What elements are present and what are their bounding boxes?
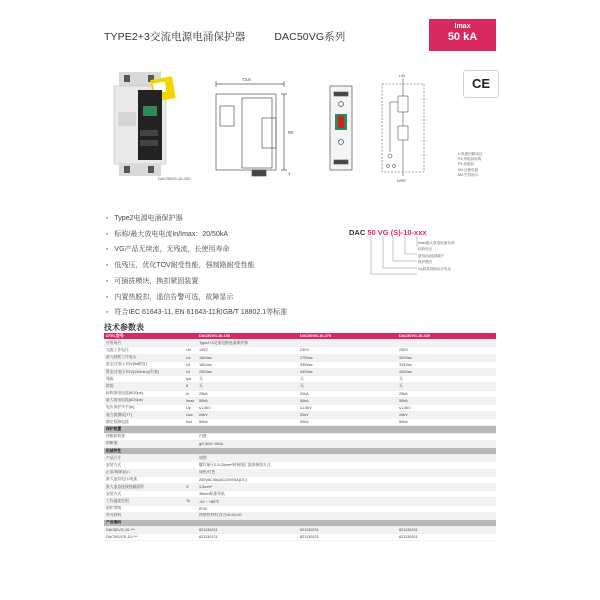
side-view-drawing [216,81,287,176]
table-cell: 暂态过电压TOV(120min)/(失效) [104,368,184,375]
code-note: Imax最大放电电流代码 [418,241,455,245]
terminal-top-label: L/N [399,74,405,78]
imax-badge [429,19,496,51]
code-note: Uc最高持续运行电压 [418,266,452,271]
table-row [104,368,496,375]
table-cell [397,498,496,505]
table-cell: 产品编码 [104,519,184,526]
table-row [104,462,496,469]
table-cell: 335Vac [298,361,397,368]
table-cell: 821130211 [197,527,298,534]
table-cell: 821130221 [298,527,397,534]
table-cell: 275Vac [298,354,397,361]
tech-table-title: 技术参数表 [104,323,144,332]
table-cell: S [184,483,197,490]
table-cell [397,483,496,490]
table-cell: 安装方式 [104,462,184,469]
table-cell: 320Vac [397,354,496,361]
table-cell: 150Vac [197,354,298,361]
legend-item: M2:失效指示 [458,172,479,177]
code-note: 遥信(S)选择端子 [418,253,445,258]
table-cell [298,462,397,469]
table-cell: DAC50VG-10-275 [298,333,397,340]
height-dimension: 90 [288,130,294,135]
feature-item: ● 可插拔模块，换扣紧固装置 [106,274,287,290]
table-cell: ≤1.5kV [197,404,298,411]
table-cell: 1.5mm² [197,483,298,490]
table-cell: 821130231 [397,527,496,534]
legend-item: P1:热脱扣机构 [458,157,482,162]
table-row [104,455,496,462]
table-cell: 250VAC/6A(AC)30V/5A(DC) [197,476,298,483]
table-cell: 熔断器 [104,440,184,447]
table-cell: 续流 [104,383,184,390]
table-cell: 230V [298,347,397,354]
code-imax: 50 [367,228,376,237]
legend-item: P2:热脱扣 [458,162,475,167]
table-cell: 保护装置 [104,426,184,433]
table-cell: 无 [298,376,397,383]
table-cell: 额定短路电流 [104,419,184,426]
table-cell [298,426,397,433]
table-cell [397,462,496,469]
table-cell [397,519,496,526]
table-cell: DAC50VG-10-*** [104,527,184,534]
ce-mark: CE [463,70,499,98]
table-cell: 产品尺寸 [104,455,184,462]
spec-table [104,333,496,541]
table-cell: 正常/故障显示 [104,469,184,476]
dimension-drawings [202,72,442,192]
table-row [104,527,496,534]
table-cell [298,340,397,347]
table-cell: DAC50VGS-10-*** [104,534,184,541]
table-row [104,412,496,419]
table-cell: If [184,383,197,390]
table-row [104,534,496,541]
feature-item: ● VG产品无续流，无残流，长使用寿命 [106,242,287,258]
table-cell: gG 50A~160A [197,440,298,447]
table-cell: 20kA [197,390,298,397]
table-cell: 440Vac [397,368,496,375]
table-cell: 50kA [197,397,298,404]
imax-value: 50 kA [447,31,478,43]
table-row [104,433,496,440]
table-cell [184,534,197,541]
table-cell: Un [184,347,197,354]
table-cell [184,426,197,433]
table-cell [184,491,197,498]
table-cell: IP20 [197,505,298,512]
table-cell: DAC50VG-10-320 [397,333,496,340]
page-title [104,29,345,44]
table-cell: In [184,390,197,397]
table-cell [397,455,496,462]
table-cell: 绿色/红色 [197,469,298,476]
circuit-legend [458,152,483,178]
table-cell: Imax [184,397,197,404]
table-cell [298,519,397,526]
table-row [104,361,496,368]
table-cell: 热塑性材料,符合UL94-V0 [197,512,298,519]
table-row [104,376,496,383]
table-cell: 交流工作电压 [104,347,184,354]
table-row [104,505,496,512]
table-row [104,404,496,411]
table-cell [184,476,197,483]
table-cell: 无 [397,376,496,383]
table-cell [298,505,397,512]
table-row [104,469,496,476]
table-cell: 50kA [397,419,496,426]
table-section-row [104,519,496,526]
table-cell: 无 [197,383,298,390]
table-section-row [104,448,496,455]
table-cell: 180Vac [197,361,298,368]
table-cell: 应用场合 [104,340,184,347]
table-cell [184,440,197,447]
product-photo [104,70,184,178]
table-cell: 外壳材料 [104,512,184,519]
code-prefix: DAC [349,228,366,237]
table-cell: Up [184,404,197,411]
table-cell [298,448,397,455]
table-cell [298,476,397,483]
width-dimension: 73.6 [242,77,251,82]
table-cell [184,448,197,455]
table-cell: 无 [397,383,496,390]
table-cell [397,505,496,512]
table-cell [298,469,397,476]
table-cell [184,340,197,347]
table-cell: Ut [184,361,197,368]
table-cell [298,498,397,505]
code-note: 保护模式 [418,260,433,265]
table-cell [184,527,197,534]
table-cell [197,448,298,455]
table-cell: 20kV [397,412,496,419]
table-cell: 暂态过电压TOV(5s耐受) [104,361,184,368]
legend-item: L:电源回路电压 [458,152,483,156]
table-cell: 440Vac [298,368,397,375]
table-cell: 50kA [397,397,496,404]
table-cell [298,491,397,498]
table-cell: 20kA [397,390,496,397]
table-row [104,383,496,390]
table-cell [397,340,496,347]
table-cell [298,433,397,440]
table-cell: 50kA [197,419,298,426]
table-cell [197,426,298,433]
table-cell: 安装方式 [104,491,184,498]
table-cell [184,455,197,462]
table-cell: Iscr [184,419,197,426]
depth-dimension: 7 [288,172,291,177]
code-note: 标称电压 [418,247,433,252]
table-row [104,397,496,404]
legend-item: M1:压敏电阻 [458,167,479,172]
table-row [104,354,496,361]
code-remote: (S) [390,228,401,237]
table-cell [397,426,496,433]
table-row [104,483,496,490]
code-voltage: -xxx [411,228,427,237]
product-caption: DAC50VG-10-150 [158,176,191,181]
front-view-drawing [330,86,352,170]
table-cell: 821130221 [298,534,397,541]
table-cell: DTEL型号 [104,333,184,340]
table-cell: 230V [397,347,496,354]
table-cell: 335Vac [397,361,496,368]
table-cell: 50kA [298,419,397,426]
table-cell: 机械特性 [104,448,184,455]
table-cell: 工作温度范围 [104,498,184,505]
table-cell: 无 [197,376,298,383]
table-cell [298,483,397,490]
table-cell [184,512,197,519]
table-row [104,347,496,354]
table-cell [184,433,197,440]
table-cell: 20kV [197,412,298,419]
table-cell: 内置 [197,433,298,440]
table-cell: 标称放电电流(8/20μs) [104,390,184,397]
table-cell: 20kV [298,412,397,419]
table-cell: DAC50VG-10-150 [197,333,298,340]
product-title: TYPE2+3交流电源电涌保护器 [104,31,246,43]
table-cell: Uoc [184,412,197,419]
feature-item: ● 内置热脱扣，遥信告警可选，故障显示 [106,290,287,306]
table-cell: 复合波测试(TT) [104,412,184,419]
table-section-row [104,426,496,433]
table-cell: 热脱扣装置 [104,433,184,440]
table-cell: 残流 [104,376,184,383]
feature-item: ● 标称/最大放电电流In/Imax：20/50kA [106,227,287,243]
table-row [104,491,496,498]
table-cell [397,448,496,455]
table-cell: Ut [184,368,197,375]
table-cell [397,512,496,519]
table-cell: ≤1.5kV [397,404,496,411]
table-cell [184,469,197,476]
series-name: DAC50VG系列 [274,31,346,43]
table-cell [184,519,197,526]
table-cell [397,469,496,476]
table-cell: 如图 [197,455,298,462]
table-cell: 最大放电电流(8/20μs) [104,397,184,404]
table-cell: Uc [184,354,197,361]
table-row [104,340,496,347]
table-cell [184,333,197,340]
table-row [104,498,496,505]
table-cell: 20kA [298,390,397,397]
table-cell: Ipe [184,376,197,383]
table-cell: Tu [184,498,197,505]
table-cell: 821130121 [197,534,298,541]
table-cell [184,462,197,469]
table-cell: ≤1.5kV [298,404,397,411]
table-row [104,512,496,519]
table-cell: 35mm标准导轨 [197,491,298,498]
table-cell: 821130321 [397,534,496,541]
table-cell [298,512,397,519]
table-cell: 防护等级 [104,505,184,512]
table-cell: -40 ~ +85℃ [197,498,298,505]
terminal-bottom-label: N/PE [397,179,406,183]
table-cell: 无 [298,383,397,390]
table-cell [298,455,397,462]
code-mode: -10 [400,228,412,237]
table-cell: 120V [197,347,298,354]
feature-item: ● Type2电源电涌保护器 [106,211,287,227]
table-cell [298,440,397,447]
imax-label: Imax [454,23,471,30]
table-cell [397,476,496,483]
table-cell: Type2+3交流电源电涌保护器 [197,340,298,347]
circuit-diagram [382,78,424,176]
table-row [104,476,496,483]
table-cell: 最大遥信连接线截面积 [104,483,184,490]
table-row [104,390,496,397]
table-cell: 电压保护水平(In) [104,404,184,411]
table-cell: 最大遥信电压/电流 [104,476,184,483]
order-code-notes [418,240,455,272]
table-cell: 螺钉端子2.5-25mm²同接线汇流排接线方式 [197,462,298,469]
table-header-row [104,333,496,340]
table-cell [197,519,298,526]
table-cell [397,491,496,498]
table-cell: 230Vac [197,368,298,375]
table-cell [397,433,496,440]
table-row [104,440,496,447]
feature-item: ● 低残压，优化TOV耐受性能，强制路耐受性能 [106,258,287,274]
table-cell [184,505,197,512]
feature-list [106,211,287,321]
table-row [104,419,496,426]
table-cell: 最大持续工作电压 [104,354,184,361]
code-type: VG [377,228,389,237]
table-cell: 50kA [298,397,397,404]
feature-item: ● 符合IEC 61643-11, EN 61643-11和GB/T 18802.1等标准 [106,305,287,321]
table-cell [397,440,496,447]
